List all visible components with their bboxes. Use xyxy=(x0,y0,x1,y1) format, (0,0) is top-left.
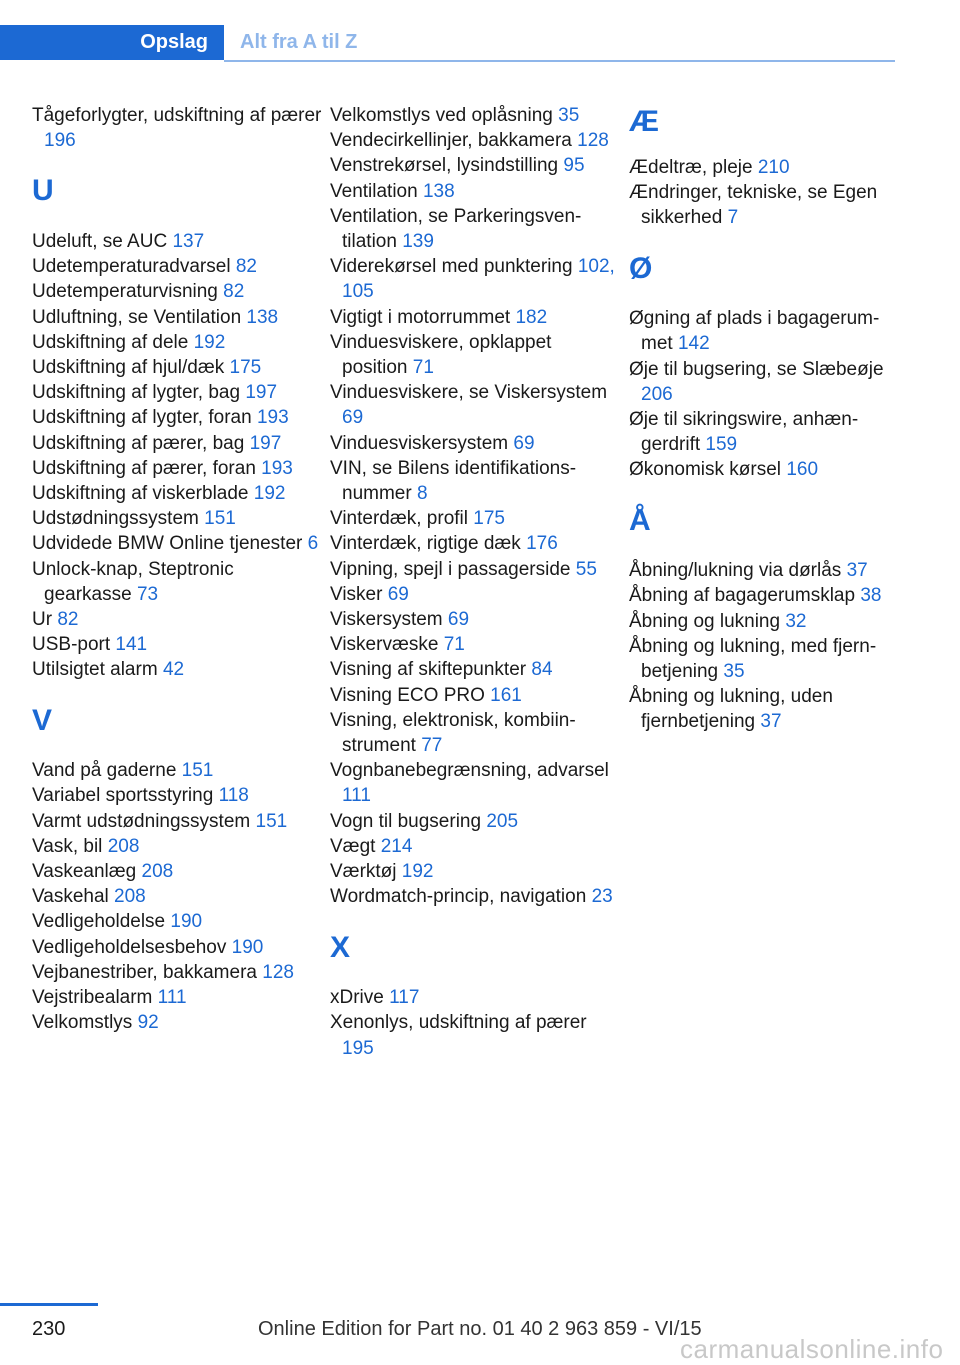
index-page-link[interactable]: 69 xyxy=(387,583,409,605)
index-entry xyxy=(330,103,622,128)
index-entry xyxy=(32,431,322,456)
index-entry-text: Udluftning, se Ventilation xyxy=(32,306,242,328)
index-entry-text: Velkomstlys xyxy=(32,1012,133,1034)
index-entry-text: Åbning/lukning via dørlås xyxy=(629,560,842,582)
index-entry-text: Utilsigtet alarm xyxy=(32,659,158,681)
index-page-link[interactable]: 151 xyxy=(204,508,236,530)
index-entry-text: Unlock-knap, Steptronic gearkasse xyxy=(32,558,234,605)
tab-alt-fra-a-til-z[interactable] xyxy=(224,25,357,60)
index-entry-text: Værktøj xyxy=(330,861,397,883)
index-entry-text: Venstrekørsel, lysindstilling xyxy=(330,155,559,177)
index-page-link[interactable]: 82 xyxy=(223,281,245,303)
index-page-link[interactable]: 141 xyxy=(115,634,148,656)
index-entry-text: Udvidede BMW Online tjenester xyxy=(32,533,303,555)
index-entry-text: Udskiftning af viskerblade xyxy=(32,483,249,505)
index-entry xyxy=(32,632,322,657)
index-entry xyxy=(330,557,622,582)
index-page-link[interactable]: 138 xyxy=(422,180,455,202)
index-entry xyxy=(629,634,895,684)
index-entry xyxy=(629,155,895,180)
index-entry-text: Åbning af bagagerumsklap xyxy=(629,585,856,607)
index-page-link[interactable]: 210 xyxy=(757,157,790,178)
index-page-link[interactable]: 8 xyxy=(416,483,428,505)
index-entry xyxy=(330,809,622,834)
index-entry xyxy=(32,355,322,380)
index-letter-heading: X xyxy=(330,930,351,964)
index-page-link[interactable]: 82 xyxy=(57,609,79,631)
index-entry-text: Udskiftning af lygter, bag xyxy=(32,382,241,404)
index-page-link[interactable]: 23 xyxy=(591,886,613,908)
index-page-link[interactable]: 195 xyxy=(342,1037,374,1059)
index-entry xyxy=(32,481,322,506)
index-page-link[interactable]: 192 xyxy=(401,861,434,883)
index-page-link[interactable]: 73 xyxy=(136,583,159,605)
index-entry xyxy=(629,306,895,356)
index-page-link[interactable]: 193 xyxy=(261,457,293,479)
index-page-link[interactable]: 142 xyxy=(677,333,710,355)
index-page-link[interactable]: 38 xyxy=(860,585,882,607)
index-entry-text: Vejstribealarm xyxy=(32,987,153,1009)
index-page-link[interactable]: 190 xyxy=(170,911,203,933)
index-page-link[interactable]: 175 xyxy=(473,508,505,530)
index-entry-text: Vinduesviskere, opklappet position xyxy=(330,331,552,379)
footer-rule xyxy=(0,1303,98,1306)
index-entry xyxy=(330,632,622,657)
index-entry-text: Vinterdæk, profil xyxy=(330,508,468,530)
index-entry xyxy=(330,884,622,909)
index-page-link[interactable]: 176 xyxy=(526,533,558,555)
index-entry xyxy=(32,1010,322,1035)
index-page-link[interactable]: 214 xyxy=(380,835,413,857)
index-page-link[interactable]: 208 xyxy=(141,861,174,883)
index-page-link[interactable]: 71 xyxy=(412,357,434,379)
index-entry-text: Viskersystem xyxy=(330,609,443,631)
index-entry-text: Udetemperaturadvarsel xyxy=(32,256,231,278)
index-entry xyxy=(330,380,622,430)
index-entry-text: Vand på gaderne xyxy=(32,760,177,782)
index-entry xyxy=(32,758,322,783)
index-page-link[interactable]: 192 xyxy=(193,331,226,353)
index-entry xyxy=(32,909,322,934)
index-entry xyxy=(32,783,322,808)
index-letter-heading: U xyxy=(32,174,54,208)
index-page-link[interactable]: 151 xyxy=(255,810,288,832)
index-entry-text: Visker xyxy=(330,583,383,605)
index-page-link[interactable]: 37 xyxy=(760,711,782,733)
index-page-link[interactable]: 84 xyxy=(531,659,553,681)
index-entry xyxy=(330,657,622,682)
index-entry xyxy=(629,583,895,608)
index-page-link[interactable]: 208 xyxy=(114,886,146,908)
index-entry xyxy=(330,708,622,758)
index-entry-text: Visning ECO PRO xyxy=(330,684,485,706)
index-entry xyxy=(32,985,322,1010)
index-entry xyxy=(330,1010,622,1060)
index-entry-text: Vinterdæk, rigtige dæk xyxy=(330,533,521,555)
index-entry-text: Vægt xyxy=(330,835,376,857)
index-entry xyxy=(330,153,622,178)
index-entry-text: Vinduesviskere, se Viskersystem xyxy=(330,382,608,404)
index-entry-text: Udetemperaturvisning xyxy=(32,281,218,303)
index-entry-text: Øgning af plads i bagagerummet xyxy=(629,308,880,355)
index-entry-text: Åbning og lukning, uden fjernbetjening xyxy=(629,686,833,733)
index-entry xyxy=(330,456,622,506)
index-entry-text: Visning af skiftepunkter xyxy=(330,659,527,681)
index-entry-text: Viskervæske xyxy=(330,634,439,656)
index-entry-text: Vaskeanlæg xyxy=(32,861,137,883)
index-page-link[interactable]: 208 xyxy=(107,835,140,857)
index-entry xyxy=(32,456,322,481)
index-page-link[interactable]: 160 xyxy=(786,459,819,481)
index-entry xyxy=(330,254,622,304)
index-page-link[interactable]: 111 xyxy=(157,987,187,1009)
index-entry xyxy=(330,859,622,884)
index-page-link[interactable]: 206 xyxy=(641,383,673,405)
index-entry-text: Udskiftning af pærer, foran xyxy=(32,457,256,479)
index-entry-text: Vinduesviskersystem xyxy=(330,432,509,454)
index-entry-text: USB-port xyxy=(32,634,111,656)
index-page-link[interactable]: 69 xyxy=(447,609,470,631)
index-entry-text: VIN, se Bilens identifikationsnummer xyxy=(330,457,577,505)
index-entry-text: Vedligeholdelse xyxy=(32,911,166,933)
edition-text: Online Edition for Part no. 01 40 2 963 859 - VI/15 xyxy=(258,1318,702,1340)
index-entry xyxy=(32,305,322,330)
index-column-2 xyxy=(330,103,622,1061)
index-page-link[interactable]: 196 xyxy=(44,130,76,152)
index-entry xyxy=(330,758,622,808)
index-entry-text: Åbning og lukning xyxy=(629,610,781,632)
index-page-link[interactable]: 77 xyxy=(421,735,443,757)
index-entry-text: Varmt udstødningssystem xyxy=(32,810,251,832)
index-entry xyxy=(32,607,322,632)
index-page-link[interactable]: 35 xyxy=(558,105,580,126)
index-page-link[interactable]: 6 xyxy=(307,533,319,555)
index-column-1 xyxy=(32,103,322,1035)
index-entry xyxy=(629,357,895,407)
index-page-link[interactable]: 35 xyxy=(723,661,745,683)
index-page-link[interactable]: 37 xyxy=(846,560,868,582)
index-entry-text: Velkomstlys ved oplåsning xyxy=(330,105,553,126)
index-entry xyxy=(32,557,322,607)
index-entry-text: Tågeforlygter, udskiftning af pærer xyxy=(32,105,322,126)
index-page-link[interactable]: 137 xyxy=(172,231,205,252)
index-page-link[interactable]: 117 xyxy=(389,987,420,1009)
index-entry xyxy=(629,407,895,457)
index-page-link[interactable]: 197 xyxy=(249,432,282,454)
index-entry-text: Vognbanebegrænsning, advarsel xyxy=(330,760,609,782)
index-entry-text: xDrive xyxy=(330,987,384,1009)
index-entry xyxy=(629,684,895,734)
index-entry-text: Vipning, spejl i passagerside xyxy=(330,558,571,580)
index-page-link[interactable]: 102, 105 xyxy=(342,256,615,303)
index-page-link[interactable]: 197 xyxy=(245,382,278,404)
index-entry xyxy=(330,179,622,204)
index-entry xyxy=(330,607,622,632)
index-page-link[interactable]: 161 xyxy=(490,684,522,706)
index-entry-text: Ventilation, se Parkeringsventilation xyxy=(330,205,582,253)
index-entry-text: Udstødningssystem xyxy=(32,508,199,530)
index-page-link[interactable]: 32 xyxy=(785,610,807,632)
index-page-link[interactable]: 55 xyxy=(575,558,597,580)
index-entry-text: Udskiftning af pærer, bag xyxy=(32,432,245,454)
index-letter-heading: V xyxy=(32,703,53,737)
index-entry-text: Variabel sportsstyring xyxy=(32,785,214,807)
index-entry-text: Xenonlys, udskiftning af pærer xyxy=(330,1012,587,1034)
index-entry xyxy=(32,859,322,884)
page-number: 230 xyxy=(32,1318,66,1340)
index-entry-text: Udeluft, se AUC xyxy=(32,231,168,252)
index-entry xyxy=(32,380,322,405)
index-entry xyxy=(32,254,322,279)
index-entry-text: Øje til sikringswire, anhængerdrift xyxy=(629,409,859,456)
index-entry xyxy=(330,985,622,1010)
header-tabbar xyxy=(0,0,895,62)
index-page-link[interactable]: 42 xyxy=(162,659,185,681)
tab-alt-label: Alt fra A til Z xyxy=(240,31,358,53)
tab-opslag-label: Opslag xyxy=(140,31,208,53)
index-page-link[interactable]: 95 xyxy=(563,155,585,177)
index-page-link[interactable]: 182 xyxy=(515,306,548,328)
index-page-link[interactable]: 128 xyxy=(577,130,609,152)
index-page-link[interactable]: 69 xyxy=(513,432,535,454)
index-entry xyxy=(330,582,622,607)
index-letter-heading: Ø xyxy=(629,251,653,285)
index-entry-text: Økonomisk kørsel xyxy=(629,459,782,481)
index-entry xyxy=(32,330,322,355)
index-entry-text: Visning, elektronisk, kombiinstrument xyxy=(330,709,576,757)
index-entry xyxy=(330,834,622,859)
index-entry xyxy=(32,935,322,960)
index-entry xyxy=(330,506,622,531)
index-entry-text: Vigtigt i motorrummet xyxy=(330,306,511,328)
index-entry xyxy=(32,506,322,531)
index-entry-text: Vogn til bugsering xyxy=(330,810,482,832)
index-page-link[interactable]: 82 xyxy=(235,256,257,278)
index-entry-text: Vedligeholdelsesbehov xyxy=(32,936,227,958)
index-page-link[interactable]: 193 xyxy=(256,407,289,429)
index-entry xyxy=(330,683,622,708)
index-entry-text: Vejbanestriber, bakkamera xyxy=(32,961,257,983)
index-entry-text: Udskiftning af lygter, foran xyxy=(32,407,252,429)
index-page-link[interactable]: 128 xyxy=(262,961,294,983)
index-page-link[interactable]: 159 xyxy=(705,434,738,456)
index-entry-text: Viderekørsel med punktering xyxy=(330,256,573,278)
index-entry xyxy=(330,128,622,153)
index-entry xyxy=(32,279,322,304)
index-entry-text: Ædeltræ, pleje xyxy=(629,157,753,178)
index-entry xyxy=(629,558,895,583)
index-entry xyxy=(32,884,322,909)
index-entry xyxy=(32,103,322,153)
index-entry-text: Ur xyxy=(32,609,53,631)
index-page-link[interactable]: 205 xyxy=(486,810,519,832)
index-entry-text: Ventilation xyxy=(330,180,418,202)
index-entry-text: Udskiftning af dele xyxy=(32,331,189,353)
index-letter-heading: Æ xyxy=(629,105,659,138)
index-entry-text: Øje til bugsering, se Slæbeøje xyxy=(629,358,884,380)
index-entry xyxy=(32,834,322,859)
index-column-3 xyxy=(629,103,895,735)
tab-underline xyxy=(224,60,895,62)
index-entry xyxy=(629,180,895,230)
index-entry xyxy=(330,531,622,556)
index-page-link[interactable]: 69 xyxy=(342,407,364,429)
index-entry xyxy=(330,305,622,330)
index-page-link[interactable]: 190 xyxy=(231,936,264,958)
index-entry-text: Vaskehal xyxy=(32,886,109,908)
index-page-link[interactable]: 138 xyxy=(246,306,279,328)
index-entry xyxy=(32,229,322,254)
index-page-link[interactable]: 151 xyxy=(181,760,214,782)
index-page-link[interactable]: 118 xyxy=(218,785,249,807)
index-page-link[interactable]: 175 xyxy=(229,357,262,379)
index-entry xyxy=(32,809,322,834)
index-page-link[interactable]: 71 xyxy=(443,634,465,656)
index-entry-text: Wordmatch-princip, navigation xyxy=(330,886,587,908)
index-entry-text: Vask, bil xyxy=(32,835,103,857)
index-entry xyxy=(330,431,622,456)
index-entry xyxy=(32,657,322,682)
index-entry xyxy=(32,405,322,430)
index-entry-text: Vendecirkellinjer, bakkamera xyxy=(330,130,572,152)
index-entry-text: Ændringer, tekniske, se Egen sikkerhed xyxy=(629,182,878,229)
index-page-link[interactable]: 92 xyxy=(137,1012,159,1034)
index-entry-text: Udskiftning af hjul/dæk xyxy=(32,357,225,379)
index-page-link[interactable]: 192 xyxy=(253,483,286,505)
index-entry xyxy=(629,609,895,634)
index-entry xyxy=(32,531,322,556)
index-page-link[interactable]: 7 xyxy=(727,207,739,229)
index-letter-heading: Å xyxy=(629,503,651,537)
watermark: carmanualsonline.info xyxy=(680,1334,944,1364)
index-page-link[interactable]: 111 xyxy=(342,785,371,807)
tab-opslag[interactable] xyxy=(0,25,224,60)
index-entry xyxy=(330,330,622,380)
index-entry xyxy=(629,457,895,482)
index-page-link[interactable]: 139 xyxy=(402,231,434,253)
index-entry-text: Åbning og lukning, med fjernbetjening xyxy=(629,635,877,683)
index-entry xyxy=(32,960,322,985)
index-entry xyxy=(330,204,622,254)
